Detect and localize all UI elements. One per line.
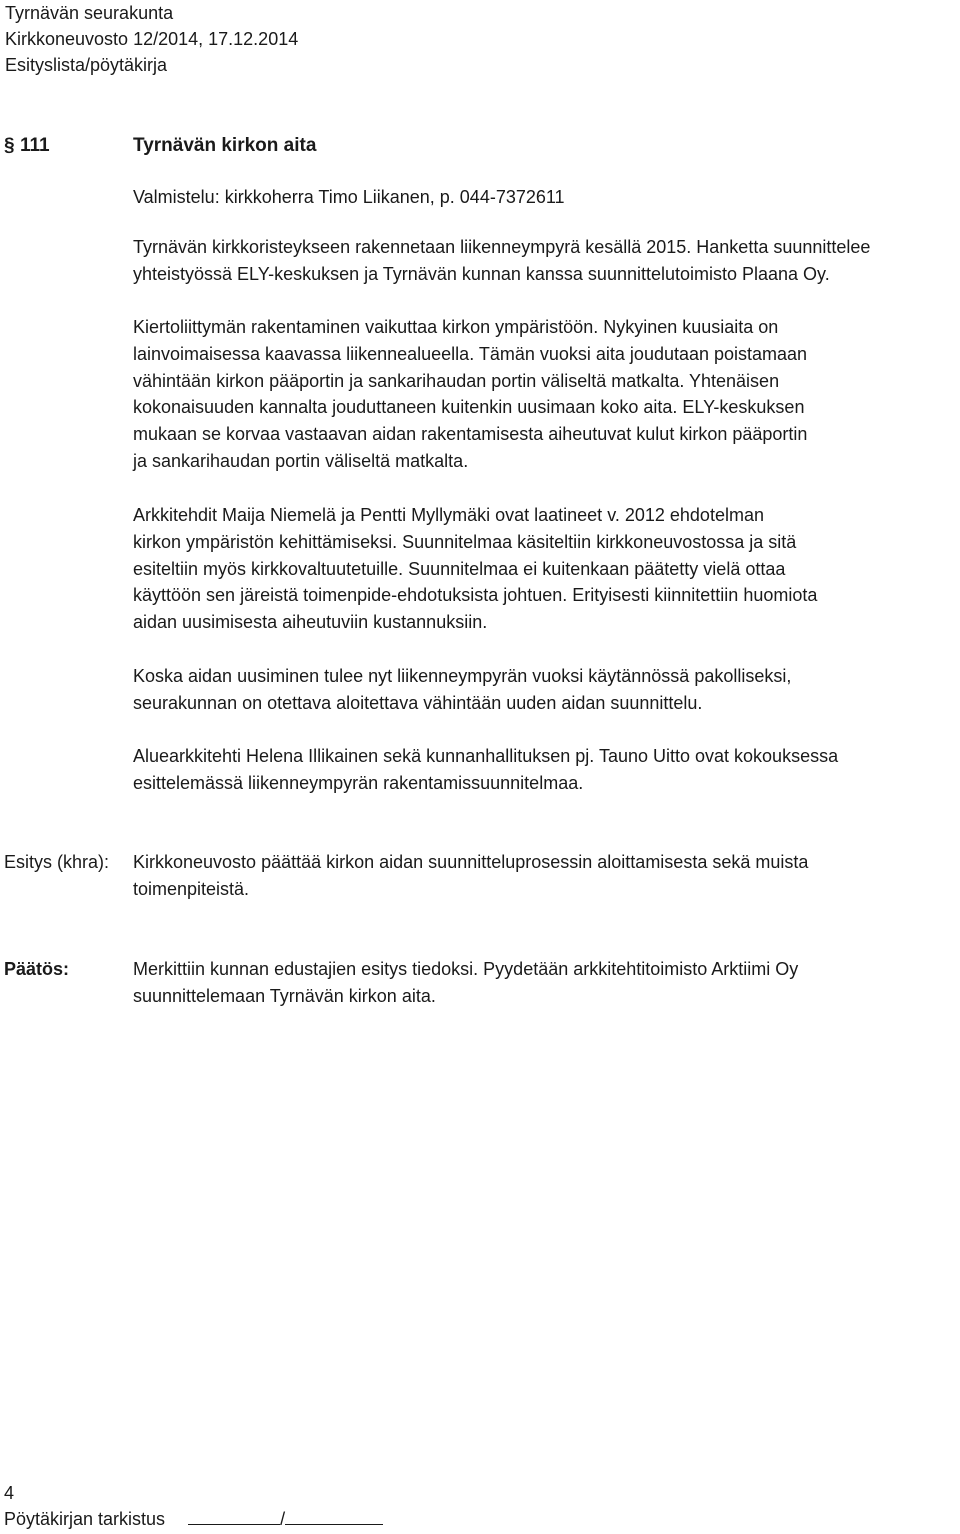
date-separator: / — [280, 1509, 286, 1529]
paragraph-1 — [133, 234, 870, 288]
paragraph-line: Arkkitehdit Maija Niemelä ja Pentti Myllymäki ovat laatineet v. 2012 ehdotelman — [133, 505, 764, 525]
paragraph-line: mukaan se korvaa vastaavan aidan rakentamisesta aiheutuvat kulut kirkon pääportin — [133, 424, 808, 445]
decision-text — [133, 956, 798, 1010]
preparation-text: Valmistelu: kirkkoherra Timo Liikanen, p. 044-7372611 — [133, 187, 565, 207]
section-symbol: § — [4, 135, 15, 156]
proposal-text — [133, 849, 808, 903]
check-label: Pöytäkirjan tarkistus — [4, 1509, 166, 1529]
paragraph-line: Kiertoliittymän rakentaminen vaikuttaa kirkon ympäristöön. Nykyinen kuusiaita on — [133, 317, 779, 337]
page-number: 4 — [4, 1483, 15, 1503]
paragraph-3 — [133, 502, 817, 636]
date-blank-month — [285, 1506, 383, 1525]
paragraph-5 — [133, 743, 838, 797]
date-blank-day — [188, 1506, 280, 1525]
proposal-line: Kirkkoneuvosto päättää kirkon aidan suunnitteluprosessin aloittamisesta sekä muista — [133, 852, 809, 872]
paragraph-line: Koska aidan uusiminen tulee nyt liikenneympyrän vuoksi käytännössä pakolliseksi, — [133, 666, 792, 686]
header-doc-type: Esityslista/pöytäkirja — [5, 55, 168, 75]
proposal-label: Esitys (khra): — [4, 852, 110, 872]
header-meeting: Kirkkoneuvosto 12/2014, 17.12.2014 — [5, 29, 299, 49]
paragraph-line: Tyrnävän kirkkoristeykseen rakennetaan liikenneympyrä kesällä 2015. Hanketta suunnittelee — [133, 237, 871, 257]
paragraph-line: käyttöön sen järeistä toimenpide-ehdotuksista johtuen. Erityisesti kiinnitettiin huomiota — [133, 585, 818, 606]
paragraph-line: yhteistyössä ELY-keskuksen ja Tyrnävän kunnan kanssa suunnittelutoimisto Plaana Oy. — [133, 263, 830, 284]
decision-label: Päätös: — [4, 959, 70, 979]
paragraph-line: lainvoimaisessa kaavassa liikennealueella. Tämän vuoksi aita joudutaan poistamaan — [133, 343, 808, 364]
paragraph-line: seurakunnan on otettava aloitettava vähintään uuden aidan suunnittelu. — [133, 692, 703, 713]
paragraph-line: kokonaisuuden kannalta jouduttaneen kuitenkin uusimaan koko aita. ELY-keskuksen — [133, 397, 805, 418]
paragraph-4 — [133, 663, 791, 717]
paragraph-2 — [133, 314, 807, 475]
footer-check — [4, 1506, 383, 1532]
decision-line: suunnittelemaan Tyrnävän kirkon aita. — [133, 985, 436, 1006]
paragraph-line: vähintään kirkon pääportin ja sankarihaudan portin väliseltä matkalta. Yhtenäisen — [133, 370, 780, 391]
proposal-line: toimenpiteistä. — [133, 878, 250, 899]
preparation-line — [133, 184, 565, 211]
header-org: Tyrnävän seurakunta — [5, 3, 174, 23]
paragraph-line: esittelemässä liikenneympyrän rakentamissuunnitelmaa. — [133, 772, 584, 793]
paragraph-line: kirkon ympäristön kehittämiseksi. Suunnitelmaa käsiteltiin kirkkoneuvostossa ja sitä — [133, 531, 797, 552]
paragraph-line: esiteltiin myös kirkkovaltuutetuille. Suunnitelmaa ei kuitenkaan päätetty vielä ottaa — [133, 558, 786, 579]
paragraph-line: aidan uusimisesta aiheutuviin kustannuksiin. — [133, 612, 488, 633]
decision-line: Merkittiin kunnan edustajien esitys tiedoksi. Pyydetään arkkitehtitoimisto Arktiimi Oy — [133, 959, 799, 979]
paragraph-line: Aluearkkitehti Helena Illikainen sekä kunnanhallituksen pj. Tauno Uitto ovat kokouksessa — [133, 746, 839, 766]
paragraph-line: ja sankarihaudan portin väliseltä matkalta. — [133, 450, 469, 471]
section-title: Tyrnävän kirkon aita — [133, 135, 317, 156]
section-number: 111 — [20, 135, 50, 156]
